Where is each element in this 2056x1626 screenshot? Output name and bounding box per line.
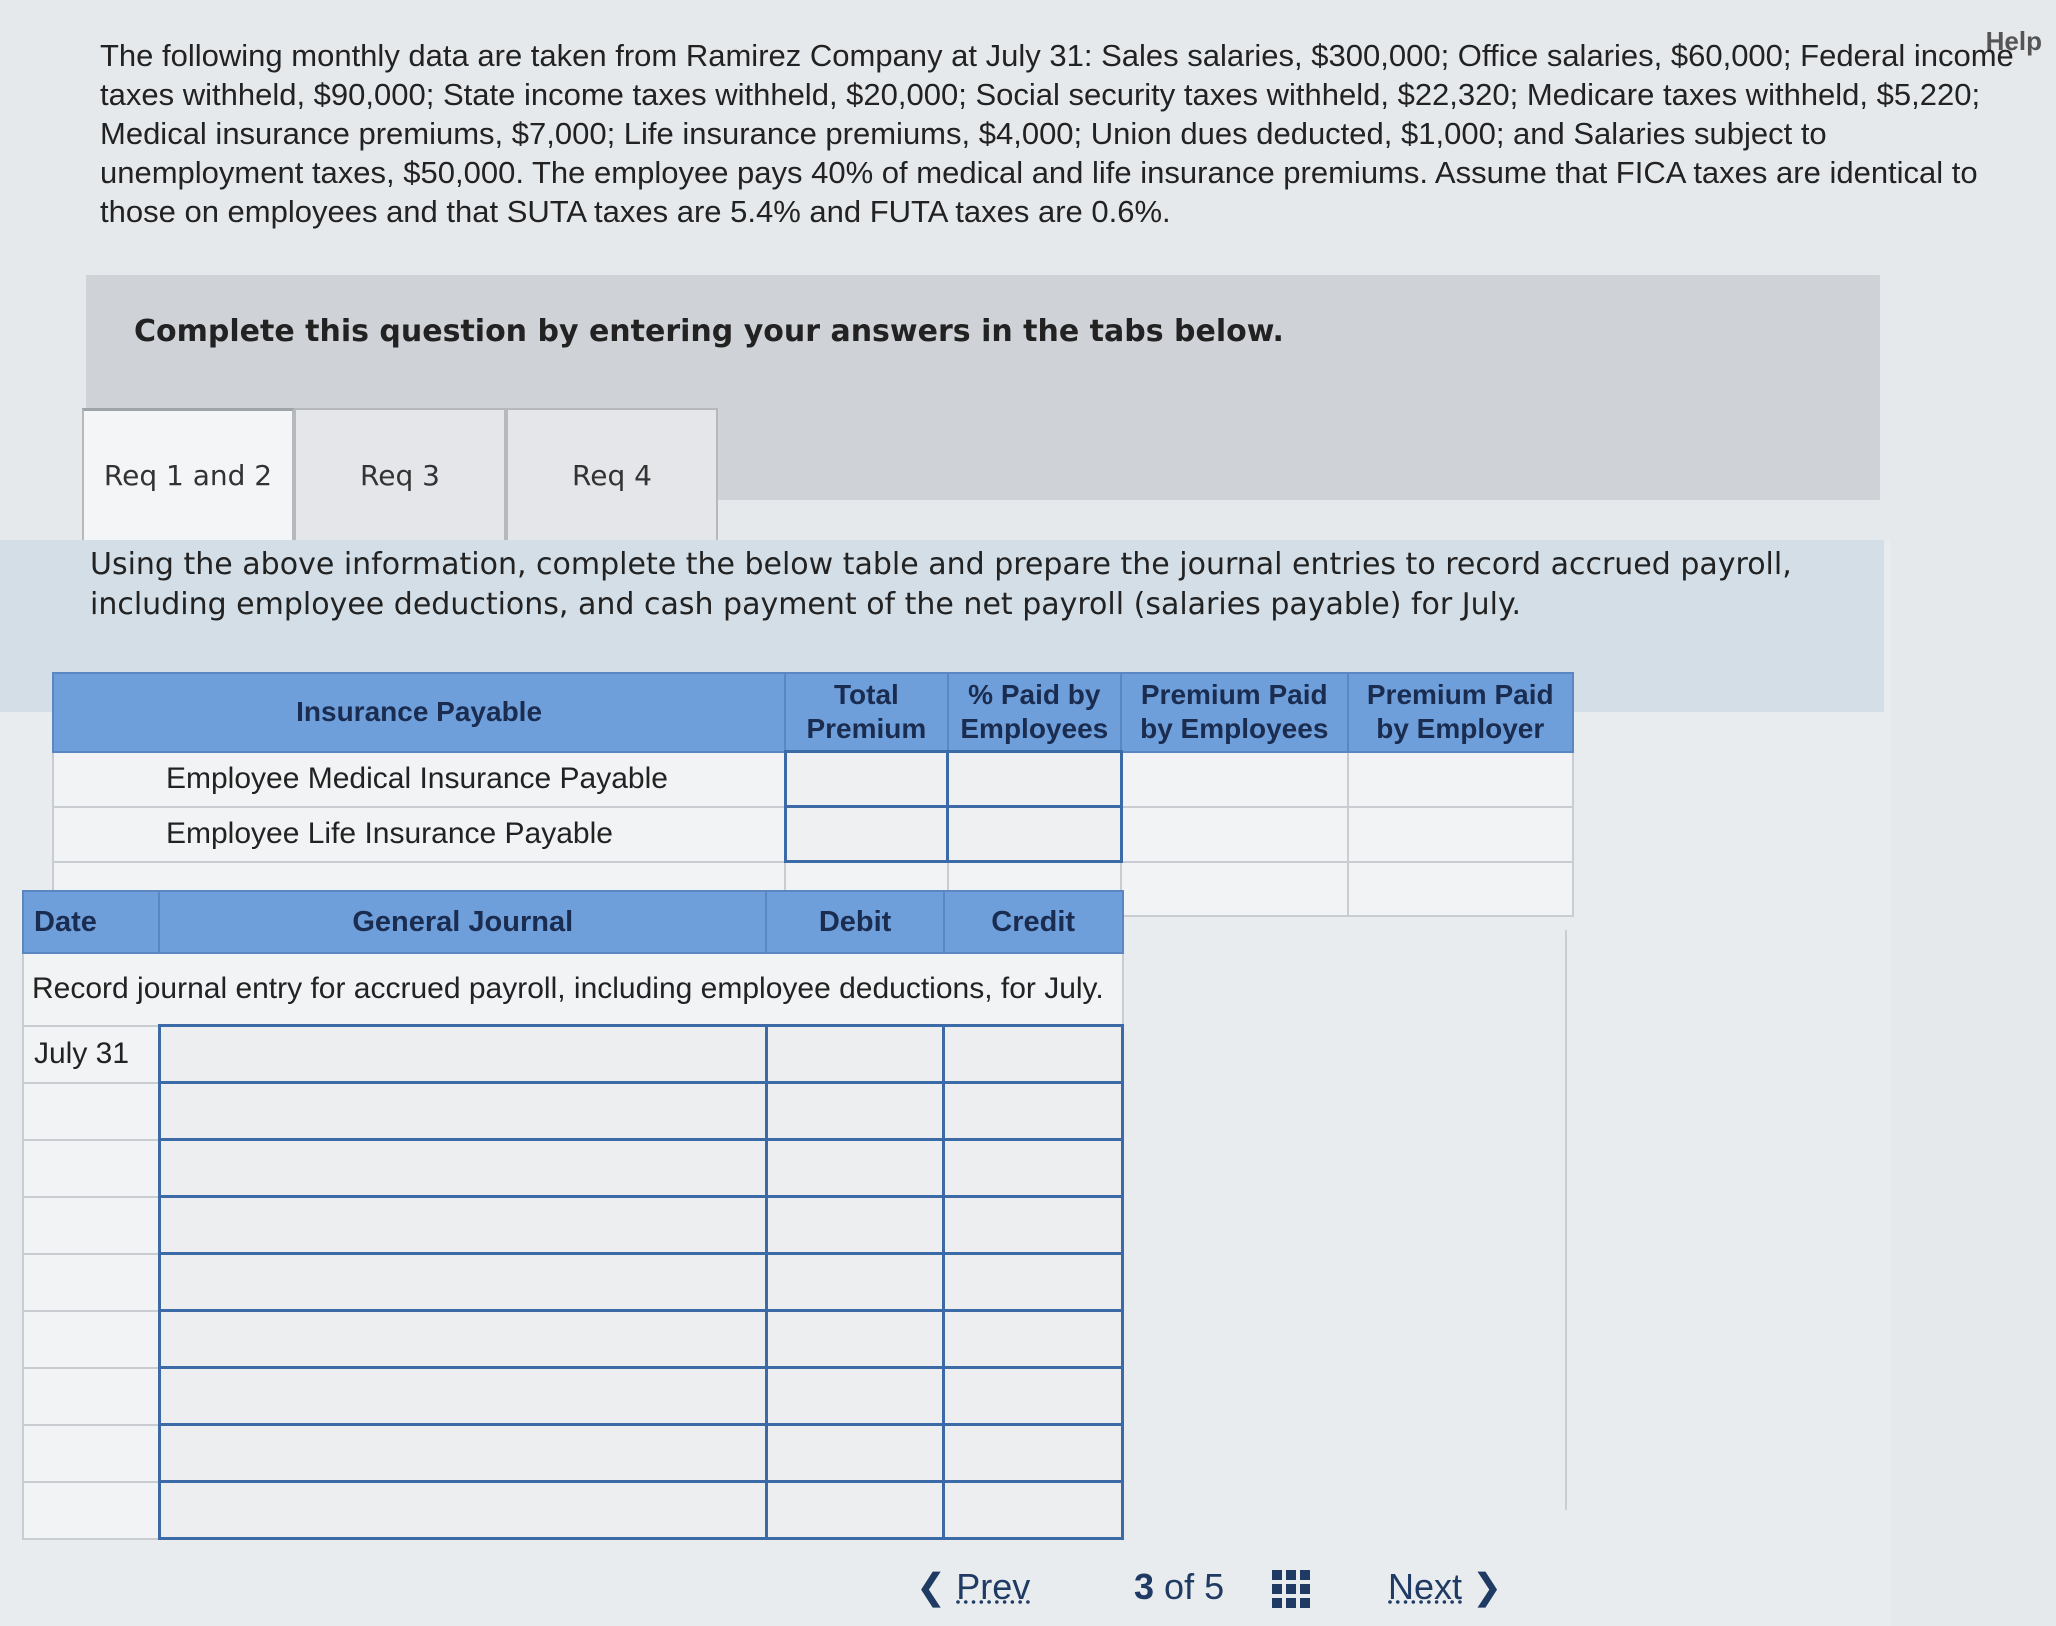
debit-input[interactable] [766,1425,943,1482]
credit-input[interactable] [944,1140,1123,1197]
credit-input[interactable] [944,1197,1123,1254]
credit-input[interactable] [944,1311,1123,1368]
journal-row [23,1140,1123,1197]
header-general-journal: General Journal [159,891,766,953]
account-select[interactable] [159,1311,766,1368]
journal-row [23,1425,1123,1482]
debit-input[interactable] [766,1026,943,1083]
pct-paid-input[interactable] [948,807,1121,862]
header-credit: Credit [944,891,1123,953]
help-link[interactable]: Help [1985,26,2042,56]
record-entry-instruction: Record journal entry for accrued payroll, including employee deductions, for July. [23,953,1123,1026]
next-label: Next [1388,1566,1463,1607]
debit-input[interactable] [766,1368,943,1425]
account-select[interactable] [159,1482,766,1539]
journal-row [23,1311,1123,1368]
credit-input[interactable] [944,1254,1123,1311]
page-counter: 3 of 5 [1134,1566,1225,1607]
row-label: Employee Life Insurance Payable [53,807,785,862]
account-select[interactable] [159,1425,766,1482]
debit-input[interactable] [766,1482,943,1539]
header-debit: Debit [766,891,943,953]
journal-row [23,1482,1123,1539]
grid-icon[interactable] [1272,1570,1310,1608]
premium-employees-cell [1121,752,1348,807]
debit-input[interactable] [766,1197,943,1254]
credit-input[interactable] [944,1368,1123,1425]
debit-input[interactable] [766,1311,943,1368]
journal-row [23,1026,1123,1083]
header-date: Date [23,891,159,953]
table-row [53,752,1573,807]
prompt-text: Using the above information, complete the below table and prepare the journal entries to record accrued payroll, including employee deductions, and cash payment of the net payroll (salaries payable) for July. [90,547,1792,622]
header-pct-paid-by-employees: % Paid by Employees [948,673,1121,752]
prev-label: Prev [956,1566,1031,1607]
premium-employees-cell [1121,807,1348,862]
journal-row [23,1197,1123,1254]
credit-input[interactable] [944,1083,1123,1140]
tab-req-3[interactable]: Req 3 [294,408,506,540]
tab-req-4[interactable]: Req 4 [506,408,718,540]
premium-employer-cell [1348,807,1574,862]
journal-row [23,1083,1123,1140]
header-total-premium: Total Premium [785,673,947,752]
total-premium-input[interactable] [785,807,947,862]
instruction-text: Complete this question by entering your answers in the tabs below. [134,314,1284,349]
row-label: Employee Medical Insurance Payable [53,752,785,807]
problem-text: The following monthly data are taken from Ramirez Company at July 31: Sales salaries, $300,000; Office salaries, $60,000; Federal income taxes withheld, $90,000; State income taxes withheld, $20,000; Social security taxes withheld, $22,320; Medicare taxes withheld, $5,220; Medical insurance premiums, $7,000; Life insurance premiums, $4,000; Union dues deducted, $1,000; and Salaries subject to unemployment taxes, $50,000. The employee pays 40% of medical and life insurance premiums. Assume that FICA taxes are identical to those on employees and that SUTA taxes are 5.4% and FUTA taxes are 0.6%. [100,38,2014,229]
account-select[interactable] [159,1026,766,1083]
debit-input[interactable] [766,1083,943,1140]
credit-input[interactable] [944,1026,1123,1083]
table-row [53,807,1573,862]
journal-row [23,1368,1123,1425]
account-select[interactable] [159,1368,766,1425]
date-cell: July 31 [23,1026,159,1083]
debit-input[interactable] [766,1254,943,1311]
credit-input[interactable] [944,1482,1123,1539]
account-select[interactable] [159,1254,766,1311]
total-premium-input[interactable] [785,752,947,807]
header-premium-paid-by-employer: Premium Paid by Employer [1348,673,1574,752]
tab-req-1-and-2[interactable]: Req 1 and 2 [82,408,294,540]
next-button[interactable] [1388,1566,1502,1608]
prev-button[interactable] [916,1566,1030,1608]
header-premium-paid-by-employees: Premium Paid by Employees [1121,673,1348,752]
journal-row [23,1254,1123,1311]
question-navigation [0,1560,2056,1620]
chevron-right-icon: ❯ [1472,1566,1503,1607]
premium-employer-cell [1348,752,1574,807]
header-insurance-payable: Insurance Payable [53,673,785,752]
credit-input[interactable] [944,1425,1123,1482]
account-select[interactable] [159,1140,766,1197]
pct-paid-input[interactable] [948,752,1121,807]
table-divider [1565,930,1567,1510]
insurance-table [52,672,1574,917]
chevron-left-icon: ❮ [916,1566,947,1607]
account-select[interactable] [159,1197,766,1254]
debit-input[interactable] [766,1140,943,1197]
account-select[interactable] [159,1083,766,1140]
general-journal-table [22,890,1124,1540]
requirement-tabs [82,408,718,540]
